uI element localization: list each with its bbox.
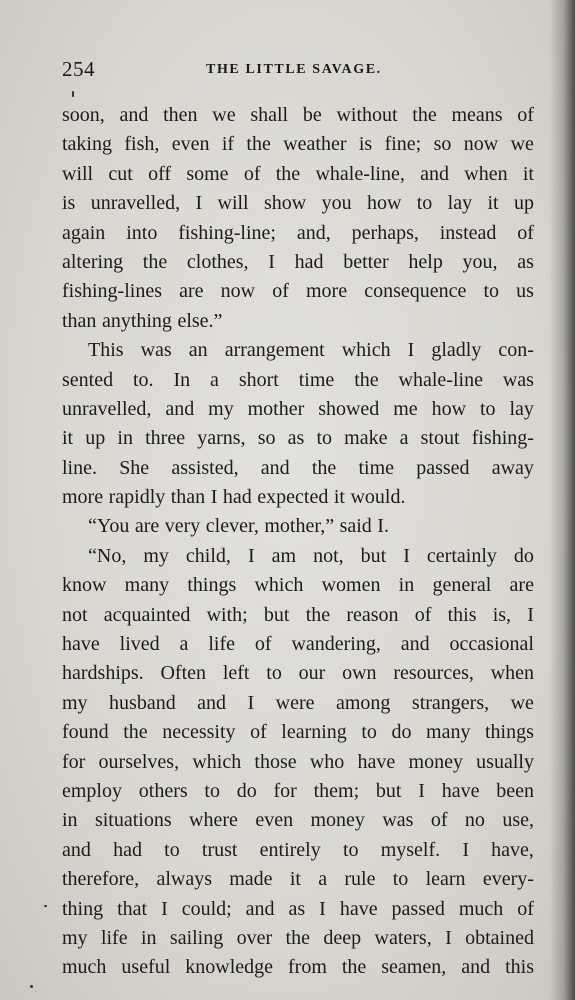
text-line: employ others to do for them; but I have been [62,779,534,802]
text-line: “You are very clever, mother,” said I. [88,515,389,538]
text-line: much useful knowledge from the seamen, and this [62,956,534,979]
text-line: unravelled, and my mother showed me how to lay [62,397,534,420]
text-line: taking fish, even if the weather is fine; so now we [62,133,534,156]
running-head: THE LITTLE SAVAGE. [206,62,382,77]
text-line: will cut off some of the whale-line, and when it [62,162,534,185]
text-line: my husband and I were among strangers, we [62,691,534,714]
text-line: more rapidly than I had expected it would. [62,486,406,509]
text-line: again into fishing-line; and, perhaps, instead of [62,221,534,244]
text-line: than anything else.” [62,309,223,332]
text-line: soon, and then we shall be without the means of [62,104,534,126]
print-speck [72,91,74,97]
text-line: and had to trust entirely to myself. I have, [62,838,534,861]
text-line: This was an arrangement which I gladly con- [88,339,534,362]
text-line: thing that I could; and as I have passed much of [62,897,534,920]
text-line: “No, my child, I am not, but I certainly do [88,544,534,567]
text-line: know many things which women in general are [62,574,534,597]
text-line: my life in sailing over the deep waters, I obtained [62,926,534,949]
text-line: line. She assisted, and the time passed away [62,456,534,479]
text-line: sented to. In a short time the whale-line was [62,368,534,391]
text-line: it up in three yarns, so as to make a stout fishing- [62,427,534,450]
text-line: have lived a life of wandering, and occasional [62,633,534,656]
text-line: for ourselves, which those who have money usually [62,750,534,773]
print-speck [44,905,47,907]
page-header [62,57,534,83]
text-line: in situations where even money was of no use, [62,809,534,832]
print-speck [30,985,33,988]
text-line: fishing-lines are now of more consequence to us [62,280,534,303]
page-number: 254 [62,57,95,81]
text-line: hardships. Often left to our own resources, when [62,662,534,685]
body-text [62,101,534,983]
text-line: therefore, always made it a rule to learn every- [62,868,534,891]
text-line: found the necessity of learning to do many things [62,721,534,744]
text-line: is unravelled, I will show you how to lay it up [62,192,534,215]
text-line: not acquainted with; but the reason of this is, I [62,603,534,626]
text-line: altering the clothes, I had better help you, as [62,250,534,273]
page-edge-shadow [549,0,575,1000]
